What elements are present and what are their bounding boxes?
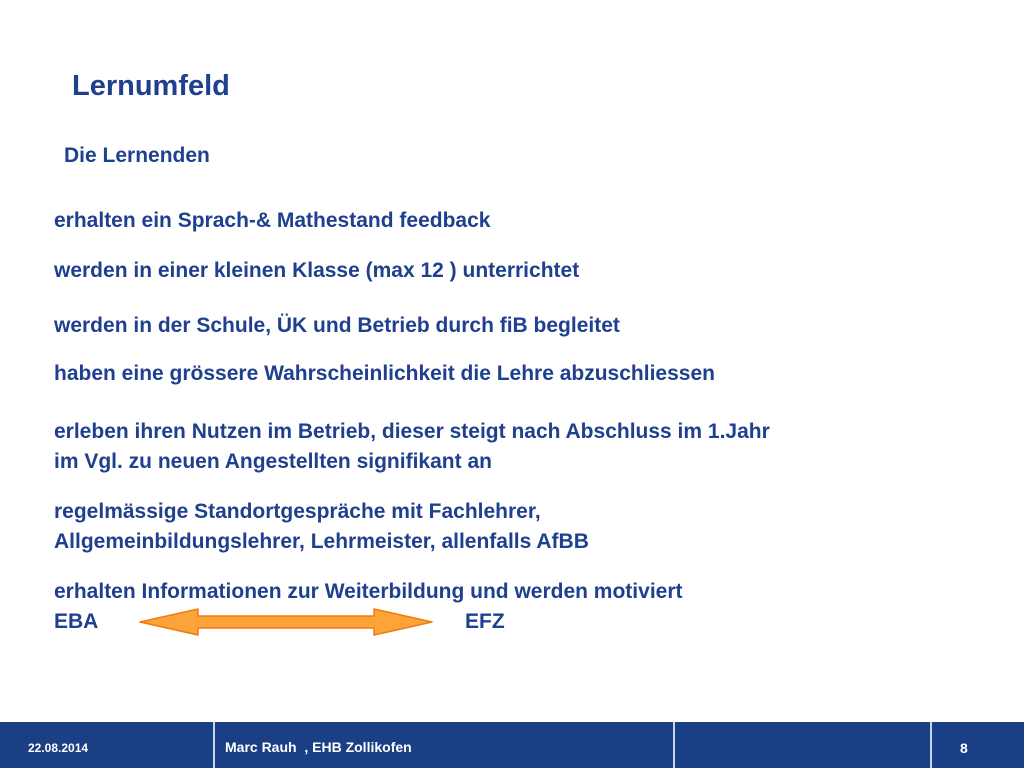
bullet-line: werden in der Schule, ÜK und Betrieb durch fiB begleitet	[54, 314, 620, 337]
bullet-line: erleben ihren Nutzen im Betrieb, dieser steigt nach Abschluss im 1.Jahr	[54, 420, 770, 443]
footer-divider	[673, 722, 675, 768]
bullet-line: haben eine grössere Wahrscheinlichkeit die Lehre abzuschliessen	[54, 362, 715, 385]
bullet-line: Allgemeinbildungslehrer, Lehrmeister, allenfalls AfBB	[54, 530, 589, 553]
bullet-line: regelmässige Standortgespräche mit Fachlehrer,	[54, 500, 541, 523]
double-arrow-shape	[140, 609, 432, 635]
footer-date: 22.08.2014	[28, 741, 89, 755]
bullet-line: werden in einer kleinen Klasse (max 12 ) unterrichtet	[54, 259, 580, 282]
bullet-line: im Vgl. zu neuen Angestellten signifikant an	[54, 450, 492, 473]
bullet-line: erhalten ein Sprach-& Mathestand feedback	[54, 209, 491, 232]
page-number: 8	[960, 740, 968, 756]
bullet-line: erhalten Informationen zur Weiterbildung und werden motiviert	[54, 580, 683, 603]
slide-subtitle: Die Lernenden	[64, 144, 210, 167]
eba-label: EBA	[54, 610, 99, 633]
efz-label: EFZ	[465, 610, 505, 633]
footer-bar	[0, 722, 1024, 768]
footer-divider	[930, 722, 932, 768]
slide-title: Lernumfeld	[72, 70, 230, 102]
double-arrow-icon	[138, 607, 434, 637]
footer-divider	[213, 722, 215, 768]
footer-author: Marc Rauh , EHB Zollikofen	[225, 739, 412, 755]
